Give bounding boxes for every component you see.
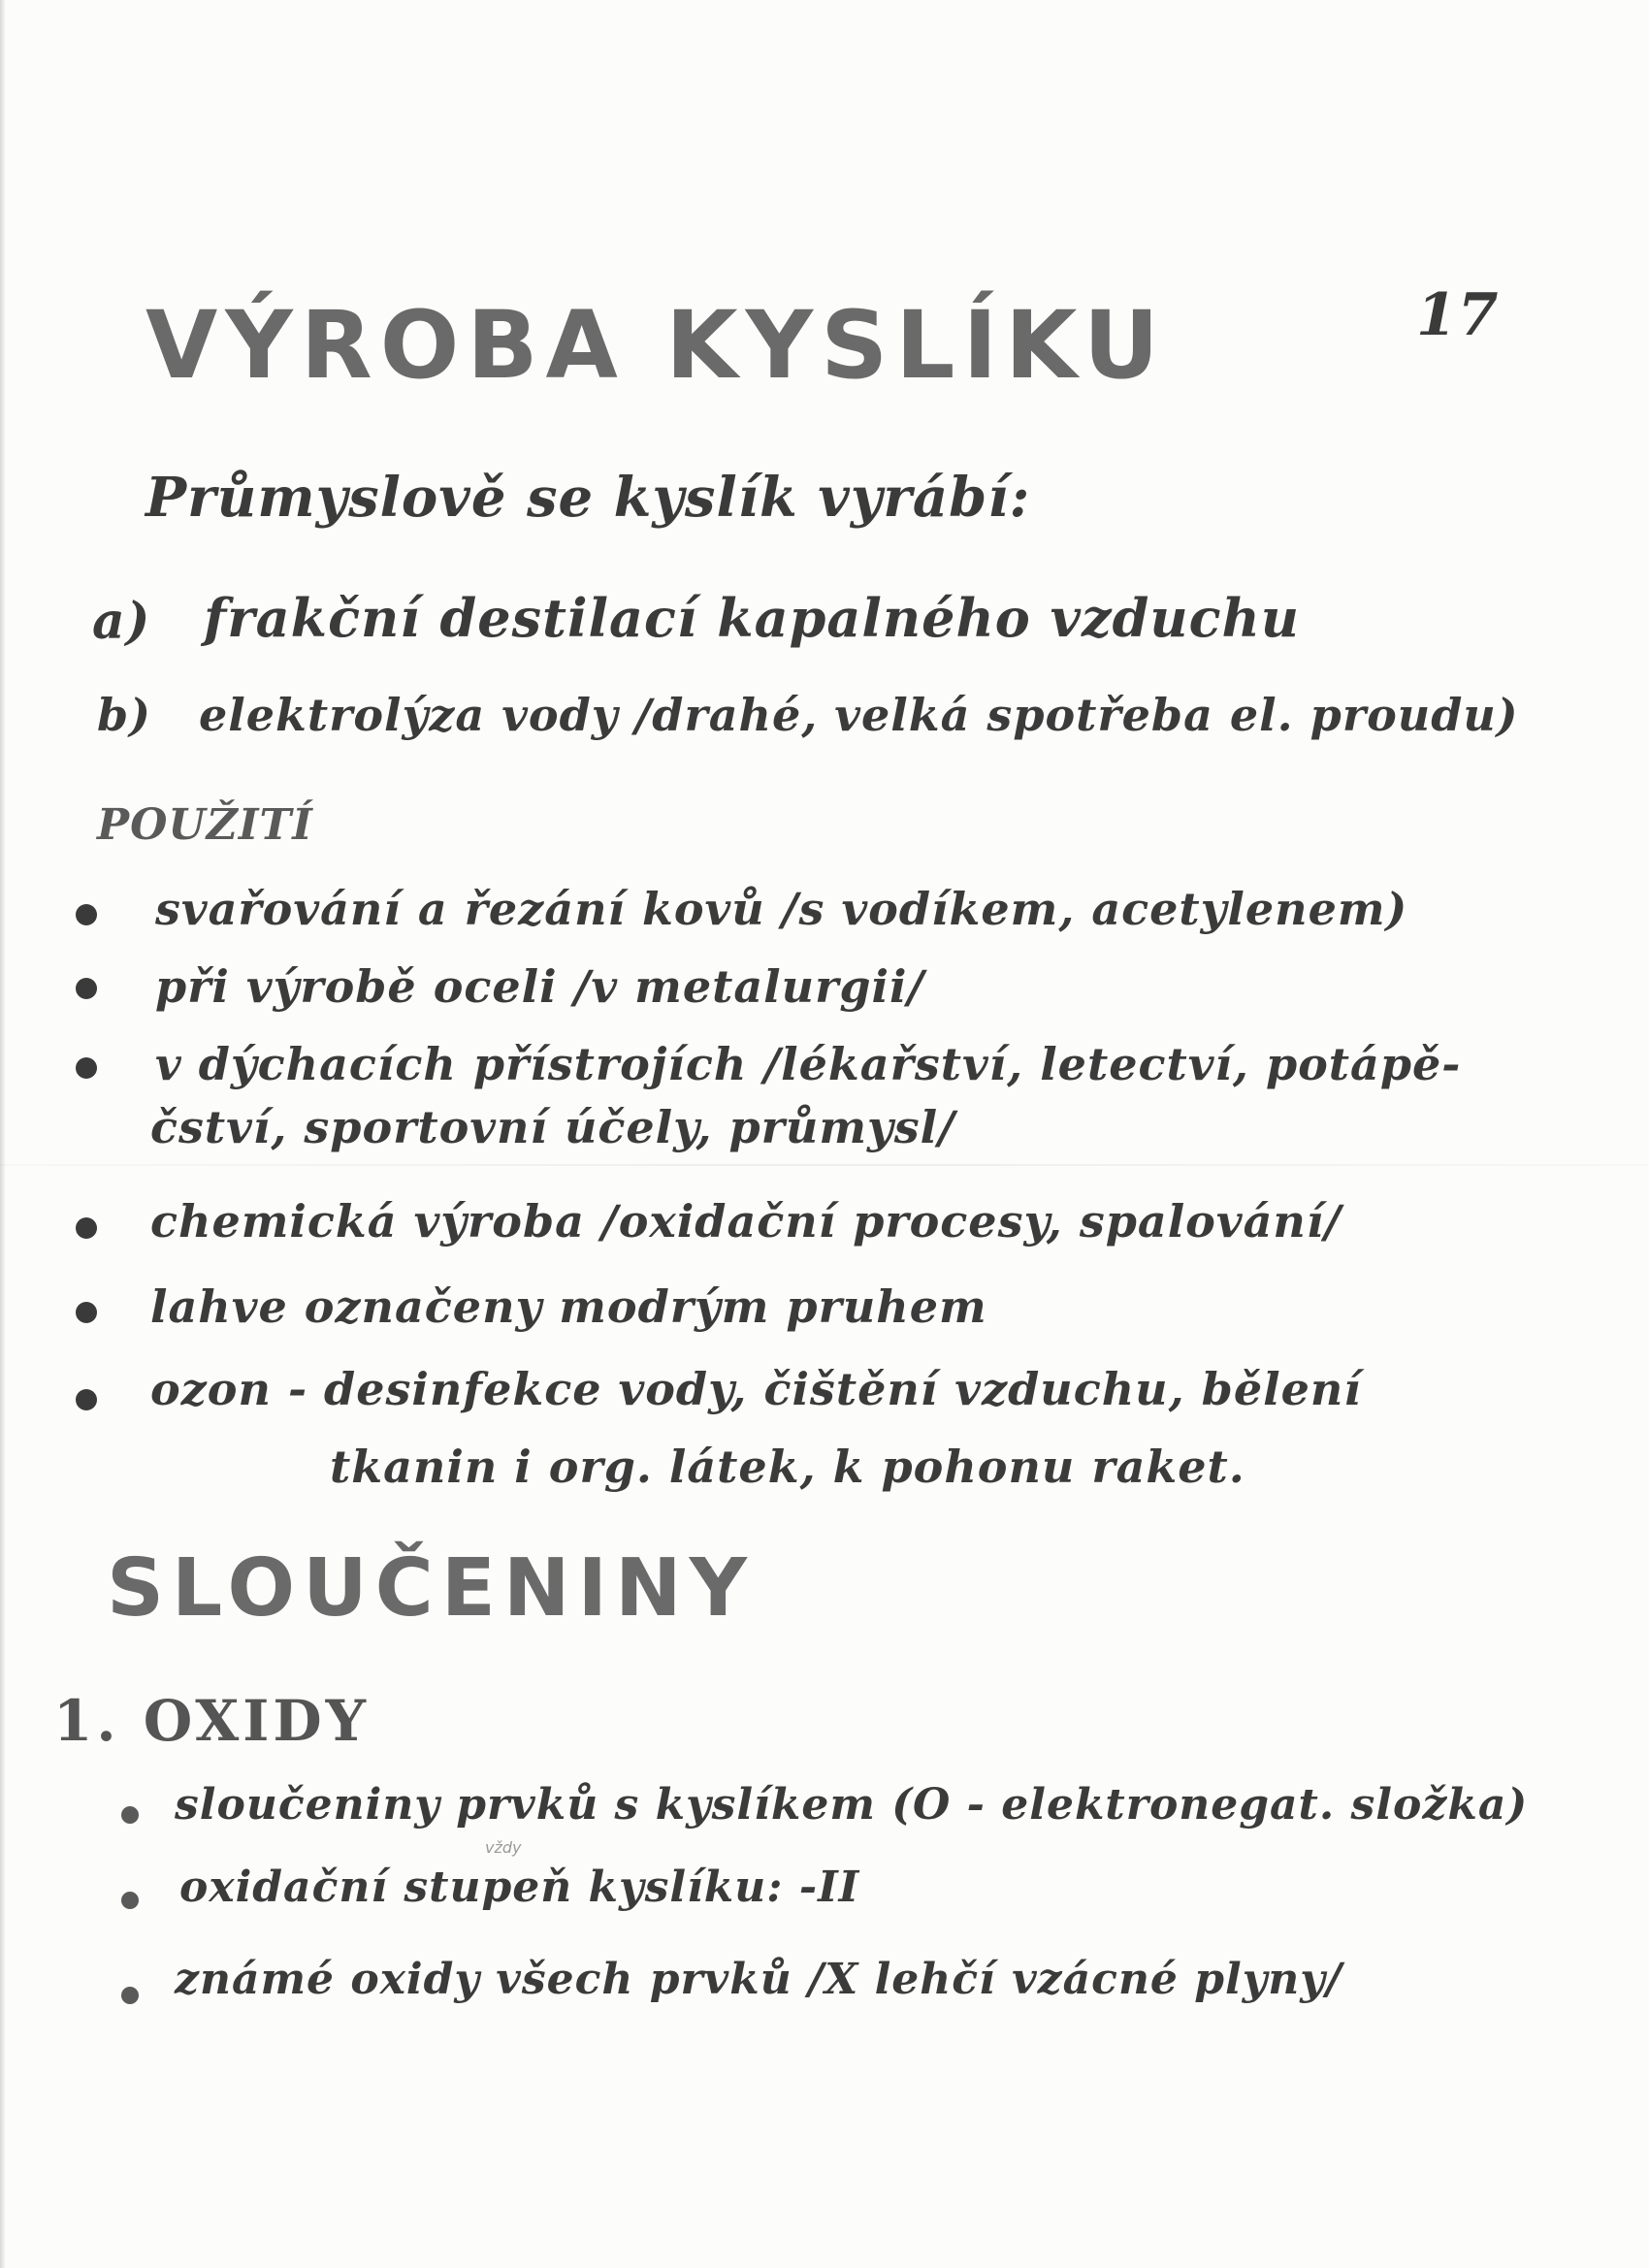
use-item-3-continued: čství, sportovní účely, průmysl/ xyxy=(150,1101,955,1153)
use-item-4: chemická výroba /oxidační procesy, spalování/ xyxy=(150,1195,1342,1247)
bullet-icon xyxy=(121,1892,139,1909)
use-item-3: v dýchacích přístrojích /lékařství, letectví, potápě- xyxy=(155,1038,1462,1090)
oxide-item-3: známé oxidy všech prvků /X lehčí vzácné plyny/ xyxy=(175,1955,1342,2004)
page-edge xyxy=(0,0,6,2268)
bullet-icon xyxy=(76,1217,97,1239)
fold-line xyxy=(0,1164,1649,1166)
use-item-6-continued: tkanin i org. látek, k pohonu raket. xyxy=(330,1441,1245,1493)
bullet-icon xyxy=(76,1302,97,1323)
use-item-1: svařování a řezání kovů /s vodíkem, acetylenem) xyxy=(155,883,1408,935)
use-item-2: při výrobě oceli /v metalurgii/ xyxy=(155,960,925,1013)
oxide-item-2: oxidační stupeň kyslíku: -II xyxy=(179,1863,860,1912)
bullet-icon xyxy=(76,904,97,925)
margin-annotation: vždy xyxy=(485,1838,522,1857)
compounds-heading: SLOUČENINY xyxy=(107,1542,756,1635)
production-marker-a: a) xyxy=(92,592,151,651)
intro-line: Průmyslově se kyslík vyrábí: xyxy=(146,466,1031,530)
production-marker-b: b) xyxy=(97,689,151,741)
use-item-5: lahve označeny modrým pruhem xyxy=(150,1280,987,1333)
production-item-b: elektrolýza vody /drahé, velká spotřeba el. proudu) xyxy=(199,689,1519,741)
bullet-icon xyxy=(121,1806,139,1824)
production-item-a: frakční destilací kapalného vzduchu xyxy=(204,587,1301,649)
oxides-heading: 1. OXIDY xyxy=(53,1688,371,1754)
oxide-item-1: sloučeniny prvků s kyslíkem (O - elektronegat. složka) xyxy=(175,1780,1529,1830)
use-item-6: ozon - desinfekce vody, čištění vzduchu, bělení xyxy=(150,1363,1362,1415)
bullet-icon xyxy=(76,978,97,999)
bullet-icon xyxy=(76,1389,97,1410)
page-title: VÝROBA KYSLÍKU xyxy=(146,291,1167,400)
bullet-icon xyxy=(121,1987,139,2004)
page-number: 17 xyxy=(1416,281,1500,349)
uses-heading: POUŽITÍ xyxy=(97,800,313,850)
bullet-icon xyxy=(76,1057,97,1079)
